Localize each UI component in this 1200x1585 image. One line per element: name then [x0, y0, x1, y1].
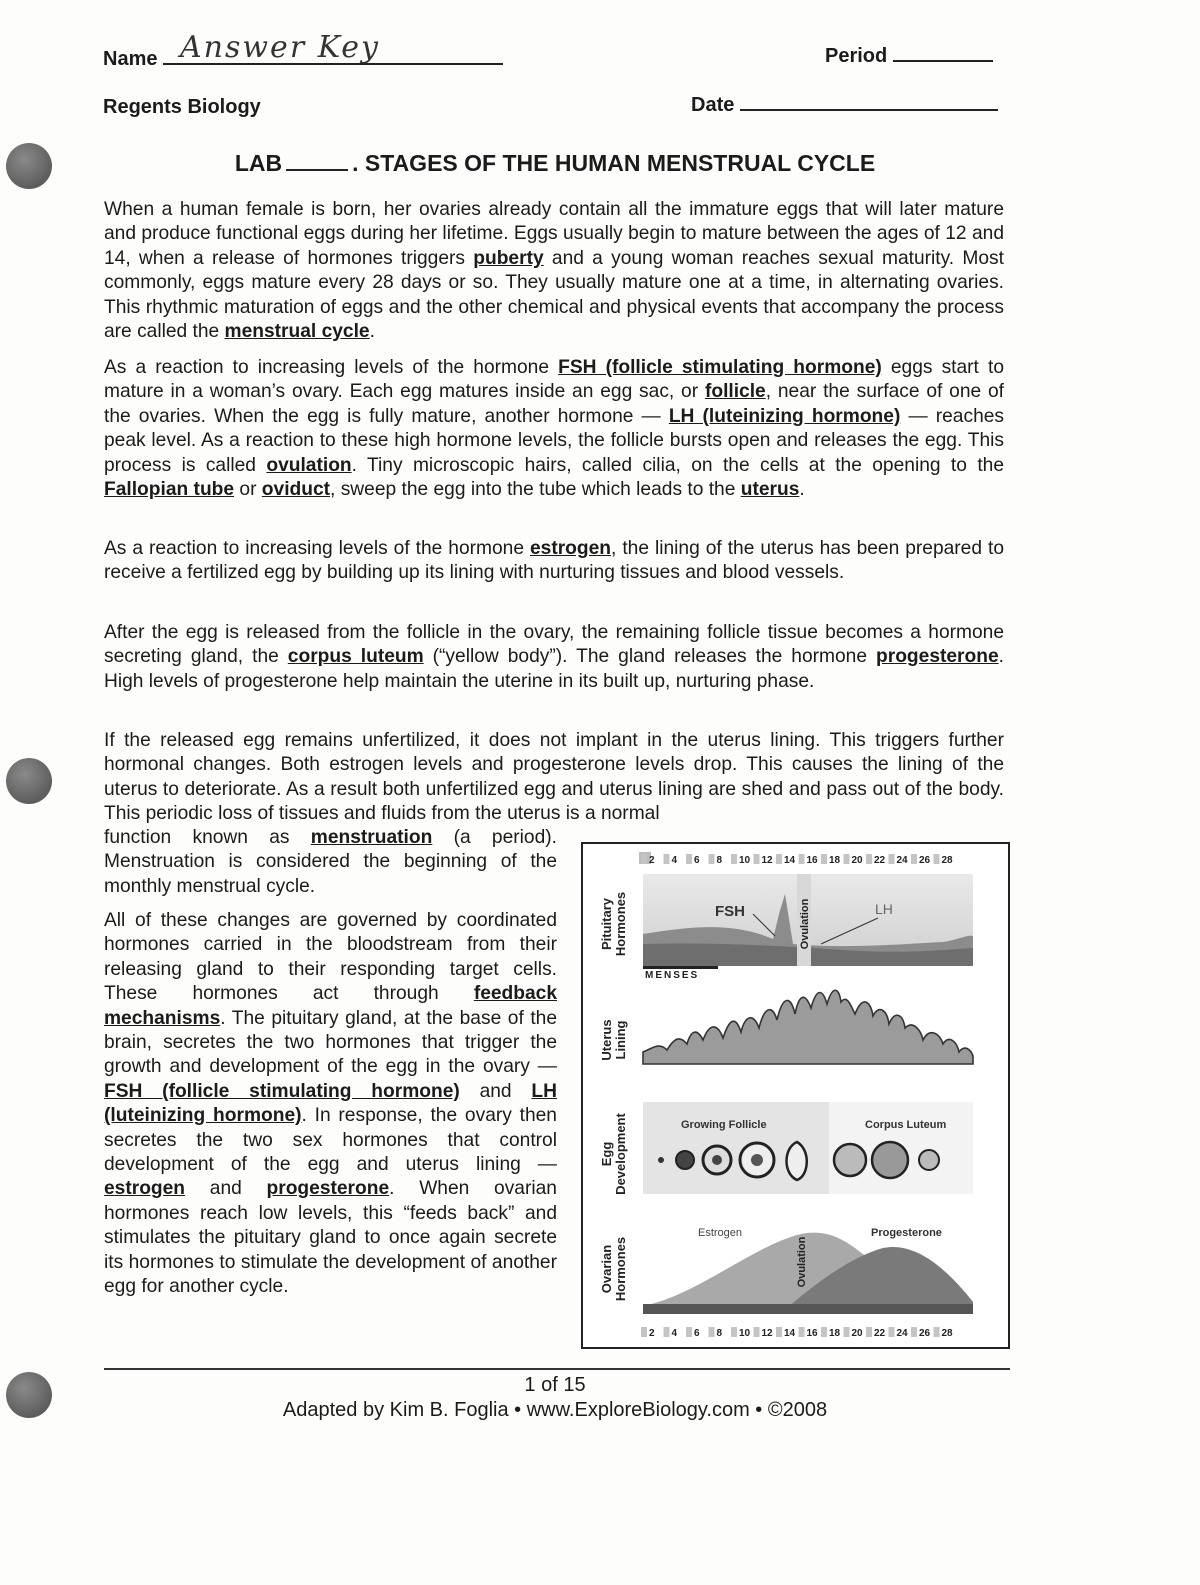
day-marker — [776, 854, 782, 864]
key-term: estrogen — [104, 1178, 186, 1200]
day-label: 22 — [874, 1328, 886, 1339]
day-label: 8 — [716, 855, 723, 866]
page-number: 1 of 15 — [524, 1374, 586, 1396]
paragraph-text: and — [185, 1178, 267, 1200]
key-term: Fallopian tube — [104, 479, 235, 501]
day-marker — [709, 1327, 715, 1337]
day-label: 12 — [761, 1328, 773, 1339]
key-term: progesterone — [266, 1178, 390, 1200]
key-term: LH (luteinizing hormone) — [104, 1080, 557, 1127]
day-ruler-top — [639, 852, 953, 866]
day-marker — [821, 1327, 827, 1337]
title-prefix: LAB — [234, 150, 283, 176]
key-term: FSH (follicle stimulating hormone) — [104, 1080, 460, 1102]
menstrual-cycle-diagram — [581, 842, 1010, 1349]
ovarian-hormones-panel — [643, 1227, 973, 1314]
day-label: 18 — [829, 855, 841, 866]
date-field — [691, 94, 998, 117]
day-marker — [866, 854, 872, 864]
follicle-stage-1 — [658, 1157, 664, 1163]
paragraph-text: After the egg is released from the follicle in the ovary, the remaining follicle tissue becomes a hormone secreting gland, the — [104, 622, 1004, 668]
day-marker — [799, 854, 805, 864]
day-label: 2 — [649, 1328, 655, 1339]
pituitary-panel — [643, 874, 973, 981]
day-marker — [664, 854, 670, 864]
ovulation-label-bottom: Ovulation — [796, 1236, 808, 1288]
course-name: Regents Biology — [103, 96, 261, 118]
paragraph-text: , sweep the egg into the tube which leads to the — [330, 479, 741, 501]
paragraph-text: As a reaction to increasing levels of the hormone — [104, 357, 559, 378]
row-label-ovarian-1: Ovarian — [599, 1244, 614, 1294]
key-term: uterus — [740, 479, 800, 501]
follicle-stage-4-egg — [751, 1154, 763, 1166]
day-marker — [911, 854, 917, 864]
day-marker — [731, 854, 737, 864]
lab-number-blank[interactable] — [286, 169, 348, 171]
key-term: ovulation — [266, 454, 352, 476]
day-label: 20 — [851, 1328, 863, 1339]
name-label: Name — [103, 48, 158, 70]
follicle-stage-3-egg — [712, 1155, 722, 1165]
paragraph-text: and — [459, 1080, 532, 1102]
paragraph-intro — [104, 198, 1004, 344]
progesterone-label: Progesterone — [871, 1227, 942, 1239]
paragraph-text: — reaches peak level. As a reaction to these high hormone levels, the follicle bursts open and releases the egg. This process is called — [104, 405, 1004, 476]
paragraph-text: . — [369, 321, 375, 343]
lh-label: LH — [875, 901, 893, 917]
footer-divider — [104, 1368, 1010, 1370]
row-label-ovarian-2: Hormones — [613, 1236, 628, 1302]
day-ruler-bottom — [641, 1327, 953, 1339]
title-text: . STAGES OF THE HUMAN MENSTRUAL CYCLE — [352, 150, 876, 176]
name-handwritten-value: Answer Key — [180, 30, 380, 65]
paragraph-text: If the released egg remains unfertilized, it does not implant in the uterus lining. This triggers further hormonal changes. Both estrogen levels and progesterone levels drop. This causes the lining of the uterus to deteriorate. As a result both unfertilized egg and uterus lining are shed and pass out of the body. This periodic loss of tissues and fluids from the uterus is a normal — [104, 730, 1004, 825]
day-marker — [731, 1327, 737, 1337]
day-label: 26 — [919, 855, 931, 866]
paragraph-text: . — [799, 479, 805, 501]
uterus-lining-panel — [643, 990, 973, 1064]
date-blank[interactable] — [740, 109, 998, 111]
row-label-uterus-2: Lining — [613, 1020, 628, 1060]
day-label: 24 — [896, 855, 908, 866]
paragraph-text: . When ovarian hormones reach low levels, this “feeds back” and stimulates the pituitary gland to once again secrete its hormones to stimulate the development of another egg for another cycle. — [104, 1178, 557, 1298]
menses-bar — [643, 966, 718, 969]
paragraph-feedback — [104, 909, 557, 1300]
day-label: 2 — [649, 855, 655, 866]
day-label: 18 — [829, 1328, 841, 1339]
paragraph-fsh-lh — [104, 356, 1004, 502]
day-marker — [934, 854, 940, 864]
day-label: 28 — [941, 855, 953, 866]
day-label: 24 — [896, 1328, 908, 1339]
uterus-lining-shape — [643, 990, 973, 1064]
key-term: FSH (follicle stimulating hormone) — [558, 357, 882, 378]
paragraph-text: All of these changes are governed by coordinated hormones carried in the bloodstream from their releasing gland to their responding target cells. These hormones act through — [104, 910, 557, 1005]
row-label-egg-2: Development — [613, 1113, 628, 1195]
day-label: 10 — [739, 855, 751, 866]
day-marker — [776, 1327, 782, 1337]
paragraph-unfertilized — [104, 729, 1004, 827]
key-term: menstruation — [310, 827, 433, 848]
corpus-luteum-stage-2 — [872, 1142, 908, 1178]
day-label: 4 — [671, 855, 678, 866]
key-term: estrogen — [529, 538, 612, 559]
day-label: 6 — [694, 855, 700, 866]
day-label: 10 — [739, 1328, 751, 1339]
key-term: LH (luteinizing hormone) — [668, 405, 901, 427]
row-label-pituitary-1: Pituitary — [599, 897, 614, 951]
corpus-luteum-stage-1 — [834, 1144, 866, 1176]
row-label-pituitary-2: Hormones — [613, 891, 628, 957]
day-marker — [686, 854, 692, 864]
day-marker — [664, 1327, 670, 1337]
paragraph-text: function known as — [104, 827, 311, 848]
paragraph-text: . In response, the ovary then secretes the two sex hormones that control development of the egg and uterus lining — — [104, 1105, 557, 1176]
day-label: 22 — [874, 855, 886, 866]
key-term: oviduct — [261, 479, 331, 501]
day-label: 20 — [851, 855, 863, 866]
egg-development-panel — [643, 1102, 973, 1194]
fsh-label: FSH — [715, 903, 745, 920]
day-marker — [821, 854, 827, 864]
day-marker — [911, 1327, 917, 1337]
day-label: 14 — [784, 1328, 796, 1339]
footer-credit: Adapted by Kim B. Foglia • www.ExploreBiology.com • ©2008 — [282, 1399, 828, 1421]
day-label: 28 — [941, 1328, 953, 1339]
corpus-luteum-stage-3 — [919, 1150, 939, 1170]
date-label: Date — [691, 94, 735, 116]
growing-follicle-label: Growing Follicle — [681, 1119, 767, 1131]
day-marker — [641, 854, 647, 864]
day-label: 16 — [806, 855, 818, 866]
punch-hole-middle — [6, 758, 52, 804]
menses-label: MENSES — [645, 970, 700, 981]
key-term: follicle — [704, 381, 766, 403]
key-term: menstrual cycle — [224, 321, 370, 343]
day-marker — [754, 854, 760, 864]
row-label-egg-1: Egg — [599, 1141, 614, 1167]
day-marker — [844, 1327, 850, 1337]
day-label: 12 — [761, 855, 773, 866]
row-label-uterus-1: Uterus — [599, 1019, 614, 1061]
ovulation-label-top: Ovulation — [799, 898, 811, 950]
follicle-stage-2 — [676, 1151, 694, 1169]
paragraph-corpus-luteum — [104, 621, 1004, 694]
day-label: 4 — [671, 1328, 678, 1339]
estrogen-label: Estrogen — [698, 1227, 743, 1239]
key-term: progesterone — [876, 646, 999, 668]
day-label: 14 — [784, 855, 796, 866]
paragraph-estrogen — [104, 537, 1004, 586]
day-marker — [866, 1327, 872, 1337]
paragraph-text: , the lining of the uterus has been prepared to receive a fertilized egg by building up its lining with nurturing tissues and blood vessels. — [104, 538, 1004, 584]
paragraph-text: (“yellow body”). The gland releases the hormone — [423, 646, 877, 668]
corpus-luteum-label: Corpus Luteum — [865, 1119, 947, 1131]
day-marker — [889, 1327, 895, 1337]
day-label: 26 — [919, 1328, 931, 1339]
day-marker — [934, 1327, 940, 1337]
paragraph-menstruation — [104, 826, 557, 899]
paragraph-text: . High levels of progesterone help maintain the uterine in its built up, nurturing phase. — [104, 646, 1004, 692]
day-label: 8 — [716, 1328, 723, 1339]
paragraph-text: When a human female is born, her ovaries already contain all the immature eggs that will later mature and produce functional eggs during her lifetime. Eggs usually begin to mature between the ages of 12 and 14, when a release of hormones triggers — [104, 199, 1004, 269]
day-marker — [709, 854, 715, 864]
paragraph-text: eggs start to mature in a woman’s ovary. Each egg matures inside an egg sac, or — [104, 357, 1004, 403]
day-marker — [799, 1327, 805, 1337]
day-marker — [754, 1327, 760, 1337]
day-label: 16 — [806, 1328, 818, 1339]
day-marker — [844, 854, 850, 864]
paragraph-text: or — [234, 479, 262, 501]
paragraph-text: . The pituitary gland, at the base of the brain, secretes the two hormones that trigger the growth and development of the egg in the ovary — — [104, 1007, 557, 1078]
page-title — [0, 150, 1110, 177]
paragraph-text: and a young woman reaches sexual maturity. Most commonly, eggs mature every 28 days or so. They usually mature one at a time, in alternating ovaries. This rhythmic maturation of eggs and the other chemical and physical events that accompany the process are called the — [104, 247, 1004, 343]
key-term: puberty — [473, 247, 544, 269]
paragraph-text: , near the surface of one of the ovaries. When the egg is fully mature, another hormone — — [104, 381, 1004, 427]
day-marker — [889, 854, 895, 864]
key-term: corpus luteum — [287, 646, 424, 668]
day-label: 6 — [694, 1328, 700, 1339]
day-marker — [686, 1327, 692, 1337]
paragraph-text: As a reaction to increasing levels of the hormone — [104, 538, 530, 559]
period-field — [825, 45, 993, 68]
day-marker — [641, 1327, 647, 1337]
period-label: Period — [825, 45, 888, 67]
cycle-diagram-svg — [583, 844, 1008, 1347]
ovarian-baseline — [643, 1304, 973, 1314]
paragraph-text: . Tiny microscopic hairs, called cilia, on the cells at the opening to the — [351, 454, 1005, 476]
period-blank[interactable] — [893, 60, 993, 62]
ruptured-follicle — [787, 1142, 807, 1180]
key-term: feedback mechanisms — [104, 983, 557, 1029]
paragraph-text: (a period). Menstruation is considered the beginning of the monthly menstrual cycle. — [104, 827, 557, 897]
